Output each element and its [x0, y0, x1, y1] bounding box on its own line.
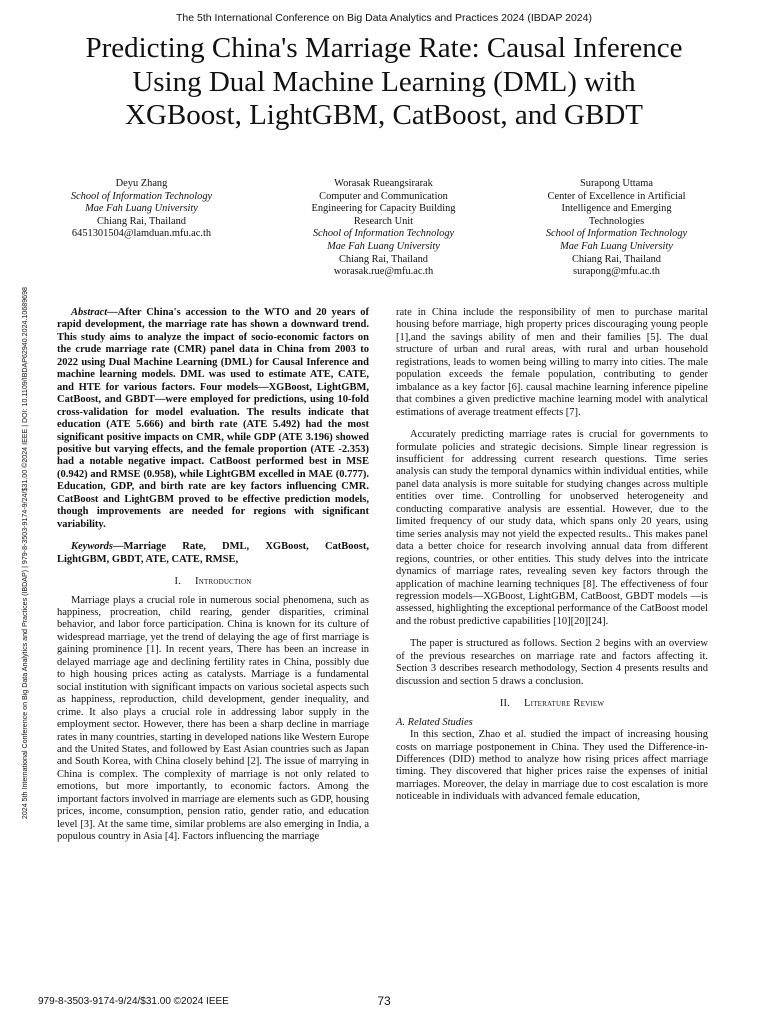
author-block-uttama [509, 178, 724, 279]
abstract-label: Abstract [71, 307, 108, 318]
body-paragraph: The paper is structured as follows. Section 2 begins with an overview of the previous researches on marriage rate and factors affecting it. Section 3 describes research methodology, Section 4 presents results and discussion and section 5 draws a conclusion. [396, 638, 708, 687]
section-heading-introduction: I. Introduction [174, 576, 252, 588]
author-line: 6451301504@lamduan.mfu.ac.th [71, 228, 212, 240]
paper-title [40, 32, 728, 133]
body-paragraph: In this section, Zhao et al. studied the impact of increasing housing costs on marriage postponement in China. They used the Difference-in-Differences (DID) method to analyze how rising prices affect marriage timing. They discovered that higher prices raise the expenses of initial marriages. Moreover, the delay in marriage due to cost escalation is more noticeable in individuals with advanced female education, [396, 729, 708, 803]
subsection-heading-related-studies: A. Related Studies [396, 716, 473, 728]
right-column [396, 307, 708, 814]
author-line: Deyu Zhang [115, 178, 168, 189]
author-line: School of Information Technology [312, 228, 455, 240]
author-line: Research Unit [353, 215, 414, 227]
doi-sidebar-text: 2024 5th International Conference on Big Data Analytics and Practices (IBDAP) | 979-8-3503-9174-9/24/$31.00 ©2024 IEEE | DOI: 10.1109/IBDAP62940.2024.10689698 [21, 287, 29, 820]
author-line: surapong@mfu.ac.th [573, 266, 660, 278]
keywords-text: —Marriage Rate, DML, XGBoost, CatBoost, LightGBM, GBDT, ATE, CATE, RMSE, [57, 541, 369, 565]
page-number: 73 [377, 994, 391, 1008]
author-line: School of Information Technology [545, 228, 688, 240]
conference-header: The 5th International Conference on Big Data Analytics and Practices 2024 (IBDAP 2024) [176, 12, 592, 24]
author-line: Surapong Uttama [579, 178, 653, 189]
author-block-zhang [34, 178, 249, 241]
author-block-rueangsirarak [276, 178, 491, 279]
left-column [57, 307, 369, 854]
author-line: Mae Fah Luang University [85, 203, 198, 215]
author-line: School of Information Technology [70, 190, 213, 202]
body-paragraph: rate in China include the responsibility of men to purchase marital housing before marriage, high property prices discouraging young people [1],and the savings ability of men and their families [5]. The dual structure of urban and rural areas, with rural and urban household registrations, leads to women being willing to marry into cities. The male population exceeds the female population, contributing to gender imbalance as a key factor [6]. causal machine learning inference pipeline that combines a given predictive machine learning model with analytical estimations of average treatment effects [7]. [396, 307, 708, 418]
keywords-label: Keywords [71, 541, 113, 553]
author-line: Engineering for Capacity Building [311, 203, 456, 215]
keywords [57, 541, 369, 566]
doi-sidebar [14, 287, 28, 987]
author-line: Chiang Rai, Thailand [572, 253, 661, 265]
author-line: Center of Excellence in Artificial [547, 190, 686, 202]
title-line: XGBoost, LightGBM, CatBoost, and GBDT [125, 99, 643, 131]
body-paragraph: Accurately predicting marriage rates is crucial for governments to formulate policies and strategic decisions. Simple linear regression is insufficient for addressing current research questions. Time series analysis can study the temporal dynamics within individual entities, while panel data analysis is more suitable for studying changes across multiple entities over time. Controlling for unobserved heterogeneity and conducting comparative analysis are essential. However, due to the limited frequency of our study data, which spans only 20 years, using time series analysis may not yield the expected results.. This makes panel data a better choice for research involving annual data from different regions, countries, or other entities. This study delves into the intricate dynamics of marriage rates, revealing seven key factors through the application of machine learning techniques [8]. The effectiveness of four regression models—XGBoost, LightGBM, CatBoost, GBDT models —is assessed, highlighting the exceptional performance of the CatBoost model and the robust predictive capabilities [10][20][24]. [396, 429, 708, 627]
author-line: Chiang Rai, Thailand [339, 253, 428, 265]
author-line: Computer and Communication [319, 190, 448, 202]
footer-copyright: 979-8-3503-9174-9/24/$31.00 ©2024 IEEE [38, 996, 229, 1007]
intro-paragraph: Marriage plays a crucial role in numerous social phenomena, such as happiness, procreation, child rearing, gender disparities, criminal behavior, and labor force participation. China is known for its culture of widespread marriage, yet the trend of delaying the age of first marriage is gaining prominence [1]. In recent years, There has been an increase in delayed marriage age and declining fertility rates in China, possibly due to high housing prices acting as catalysts. Marriage is a fundamental social institution with significant impacts on various societal aspects such as happiness, reproduction, child development, gender inequality, and crime. It also plays a crucial role in addressing labor supply in the employment sector. However, there has been a sharp decline in marriage rates in many countries, starting in developed nations like Western Europe and the United States, and followed by East Asian countries such as Japan and South Korea, with China closely behind [2]. The issue of marrying in China is complex. The complexity of marriage is not only related to emotions, but more importantly, to economic factors. Among the important factors involved in marriage are elements such as GDP, housing prices, income, consumption, pension ratio, gender ratio, and education level [3]. At the same time, similar problems are also emerging in India, a populous country in Asia [4]. Factors influencing the marriage [57, 594, 369, 843]
title-line: Using Dual Machine Learning (DML) with [132, 65, 636, 98]
section-heading-literature-review: II. Literature Review [499, 698, 605, 710]
author-line: Technologies [588, 215, 645, 227]
author-line: Chiang Rai, Thailand [97, 215, 186, 227]
title-line: Predicting China's Marriage Rate: Causal Inference [85, 32, 683, 64]
author-line: worasak.rue@mfu.ac.th [333, 266, 434, 278]
author-line: Worasak Rueangsirarak [334, 178, 433, 189]
abstract [57, 307, 369, 531]
author-line: Mae Fah Luang University [560, 240, 673, 252]
abstract-text: —After China's accession to the WTO and 20 years of rapid development, the marriage rate has shown a downward trend. This study aims to analyze the impact of socio-economic factors on the crude marriage rate (CMR) panel data in China from 2003 to 2022 using Dual Machine Learning (DML) for Causal Inference and machine learning models. DML was used to estimate ATE, CATE, and HTE for various factors. Four models—XGBoost, LightGBM, CatBoost, and GBDT—were employed for predictions, using 10-fold cross-validation for model evaluation. The results indicate that education (ATE 5.666) and birth rate (ATE 5.492) had the most significant positive impacts on CMR, while GDP (ATE 3.196) showed positive but varying effects, and the female proportion (ATE -2.353) had a notable negative impact. CatBoost performed best in MSE (0.942) and RMSE (0.958), while LightGBM excelled in MAE (0.777). Education, GDP, and birth rate are key factors influencing CMR. CatBoost and LightGBM proved to be effective prediction models, though improvements are needed for regions with significant variability. [57, 307, 369, 530]
author-line: Mae Fah Luang University [327, 240, 440, 252]
author-line: Intelligence and Emerging [561, 203, 672, 215]
